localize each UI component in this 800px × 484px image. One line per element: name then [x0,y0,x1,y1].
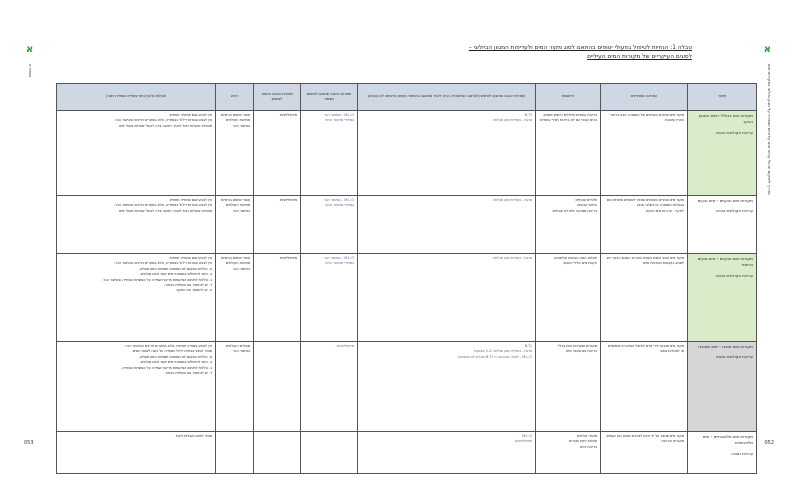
requirements-cell: מאגרי קולחים תעלות ניקוז וסכרים בריכות דגים [536,432,601,474]
header-cell: תמורות ההגנה אחסור לשימוש [254,84,301,111]
actions-cell: מותר לבצע פעולות נלוות [57,432,216,474]
requirements-cell: תלולים עונתיים עיינות קבועים בריכות ממרבה מים לא עונתיים [536,196,601,254]
category-name: מקורות מים טבעיים – מים נבעים [697,198,753,203]
category-cell [688,432,757,474]
category-cell [688,111,757,196]
actions-cell: אין לנטוע שום צמחייה תחתית. אין לבצע עבודות דילול בצמחייה, אלא במקרים חריגים ובאישור הכר. מותרות פעולות כיסוי לאורך רצועה צרה לבעלי שטחים בשולי מים [57,196,216,254]
protection-nature-cell: B.T.I פרגת - בתחיית שנון תבלתה [358,111,536,196]
category-ecological-value: ערכיות אקולוגית גבוהה [715,272,753,278]
protection-restricted-cell: מינימליזציות [254,111,301,196]
requires-cell: אסור שימוש בכימיות מחיבות הקולחים באישור הכר [216,111,254,196]
description-cell: מקור מים שנוצר על ידי אדם לצרכים שונים כגון אגמים, מאגרים ובריכות [601,432,688,474]
requirements-cell: בריכות עונתיות ותלולים רכשים מוגנים בכיוון שבטי הם לא בריכות חורף עונתיות [536,111,601,196]
header-cell: דרושאות [536,84,601,111]
header-cell: תמורות ההגנה שהוצעו לשימוש (לפרשה האלמנטית, הרק לאחר שהושגה בהתחנה וקחום ברשימה לא ובעתה) [358,84,536,111]
protection-restricted-cell [254,432,301,474]
right-running-header: מדריך לשיקום וניהול ערוצי מים עירוניים ושמירה על מגוון ביולוגי במקורות מים [767,64,772,195]
category-cell [688,254,757,342]
protection-conservation-cell: M.L.O - בשימור הכר במחירי מחסור הכיס [301,111,358,196]
actions-cell: אין לנטוע שום צמחייה תחתית. אין לבצע עבודות דילול בצמחייה, אלא במקרים חריגים ובאישור הכר. א. כוללות במקום לא נמצאות תשתיות בזמן פעולה. ב. כיסוי לטיפולים במתחנה מים אשר אינם שולטים. ג. כוללות לתיחום המקומות חריגות שמירה על אפשרות צמחייה ובאישור הכר. ד. יש להמשיך את פעולות הניטור. ה. יש להמשיך את התקון [57,254,216,342]
table-row [57,342,757,432]
table-row [57,111,757,196]
table-row [57,432,757,474]
protection-conservation-cell [301,432,358,474]
actions-cell: אין לנטוע שום צמחייה תחתית. אין לבצע עבודות דילול בצמחייה, אלא במקרים חריגים ובאישור הכר. מותרות פעולות כיסוי לאורך רצועה צרה לבעלי שטחים בשולי מים [57,111,216,196]
protection-nature-cell: פרגת - בתחיית שנון תבלתה [358,254,536,342]
table-row [57,254,757,342]
category-cell [688,342,757,432]
protection-restricted-cell [254,342,301,432]
protection-nature-cell: פרגת - בתחיית שנון תבלתה [358,196,536,254]
description-cell: מקור מים טבעיים בשטחים ומחוץ לשטחים פתוחים אם בגבולות השמורה או בשלבי תכנון לתקף - ערכיות מים טבעת [601,196,688,254]
header-cell: תיאור [688,84,757,111]
category-cell [688,196,757,254]
description-cell: מקור מים שנבנה בידי אדם לטיפול במים רב-שימושיים או למטרות נופש [601,342,688,432]
requirements-cell: מאגרים ומערכות מים בכלל בריכות עם מעבר מים [536,342,601,432]
category-name: מקורות מים טבעיים – מים נבעים ברשות [697,256,753,268]
actions-cell: אין לנטוע צמחייה תחתית, אלא במקרים חריגים ובאישור הכר. מותר לבצע עבודות דילול ושמירה על גישה לשטח המים. א. כוללות במקום לא נמצאות תשתיות בזמן פעולה. ב. כיסוי לטיפולים במתחנה מים אשר אינם שולטים. ג. כוללות לתיחום המקומות חריגות שמירה על אפשרות צמחייה. ד. יש להמשיך את פעולות הניטור [57,342,216,432]
table-title [362,44,692,62]
right-section-mark: א [763,44,771,55]
header-cell: המרחב המאפיינים [601,84,688,111]
protection-restricted-cell: מינימליזציות [254,254,301,342]
table-title-line-2: לסוגים העיקריים של מקורות המים העיליים [587,54,692,60]
header-cell: דורש [216,84,254,111]
header-cell: תמורות ההגנה שהוצעו לשימוש בשימור [301,84,358,111]
requires-cell: מותרים הקולחים באישור הכר [216,342,254,432]
category-ecological-value: ערכיות אקולוגית גבוהה [715,129,753,135]
protection-conservation-cell: M.L.O - בשימור הכר במחירי מחסור הכיס [301,196,358,254]
guidelines-table [56,83,757,474]
requires-cell: אסור שימוש בכימיות מחיבות הקולחים באישור הכר [216,196,254,254]
table-title-line-1: טבלה 1: הנחיות לטיפול בפעולי יטופים בהתאם לסוג מקור המים ולעדיפות המגוון הביולוגי – [468,45,692,51]
left-page-number: 053 [24,440,34,446]
protection-nature-cell: M.L.O מינימליזציות [358,432,536,474]
requires-cell: אסור שימוש בכימיות מחיבות הקולחים באישור הכר [216,254,254,342]
category-ecological-value: ערכיות אקולוגית נמוכה [715,354,753,360]
left-running-header: נספח א [28,64,33,78]
category-name: מקורות מים בכוללי רשות המגוון הבקר [699,113,753,125]
protection-conservation-cell: M.L.O - בשימור הכר במחירי מחסור הכיס [301,254,358,342]
requires-cell [216,432,254,474]
category-ecological-value: ערכיות אקולוגית גבוהה [715,208,753,214]
category-ecological-value: ערכיות נמוכה [731,450,753,456]
description-cell: מקור מים טבעי נמצא בשטח המרחב המגוון הבקר ויש למנוע בקבוצת מערכות ומים [601,254,688,342]
category-name: מקורות מים שנבנו – מים שחוברו [697,344,753,349]
requirements-cell: תעלות הזנה טבעיות וקלמונים הקוות מים כוללי הטבעי [536,254,601,342]
right-page-number: 052 [764,440,774,446]
table-header-row [57,84,757,111]
category-name: מקורות מים מלאכותיים – מים מלאכותיים [702,434,753,446]
protection-restricted-cell: מינימליזציות [254,196,301,254]
protection-conservation-cell: מינימליזציות [301,342,358,432]
left-section-mark: א [26,44,34,55]
protection-nature-cell: B.T.I פרגת - בתחייה שנון תבלתה 2-3 שבועות M.L.O - לאחר שהוכחה כי B.T.I ותגרת לא השפיעה [358,342,536,432]
table-row [57,196,757,254]
header-cell: פעולות נלוות (כיסוי צמחייה ושמירת גישה) [57,84,216,111]
description-cell: מקור מים טבעיים בשטחים של השמורה טבע ברחבי הארץ ומסביב [601,111,688,196]
